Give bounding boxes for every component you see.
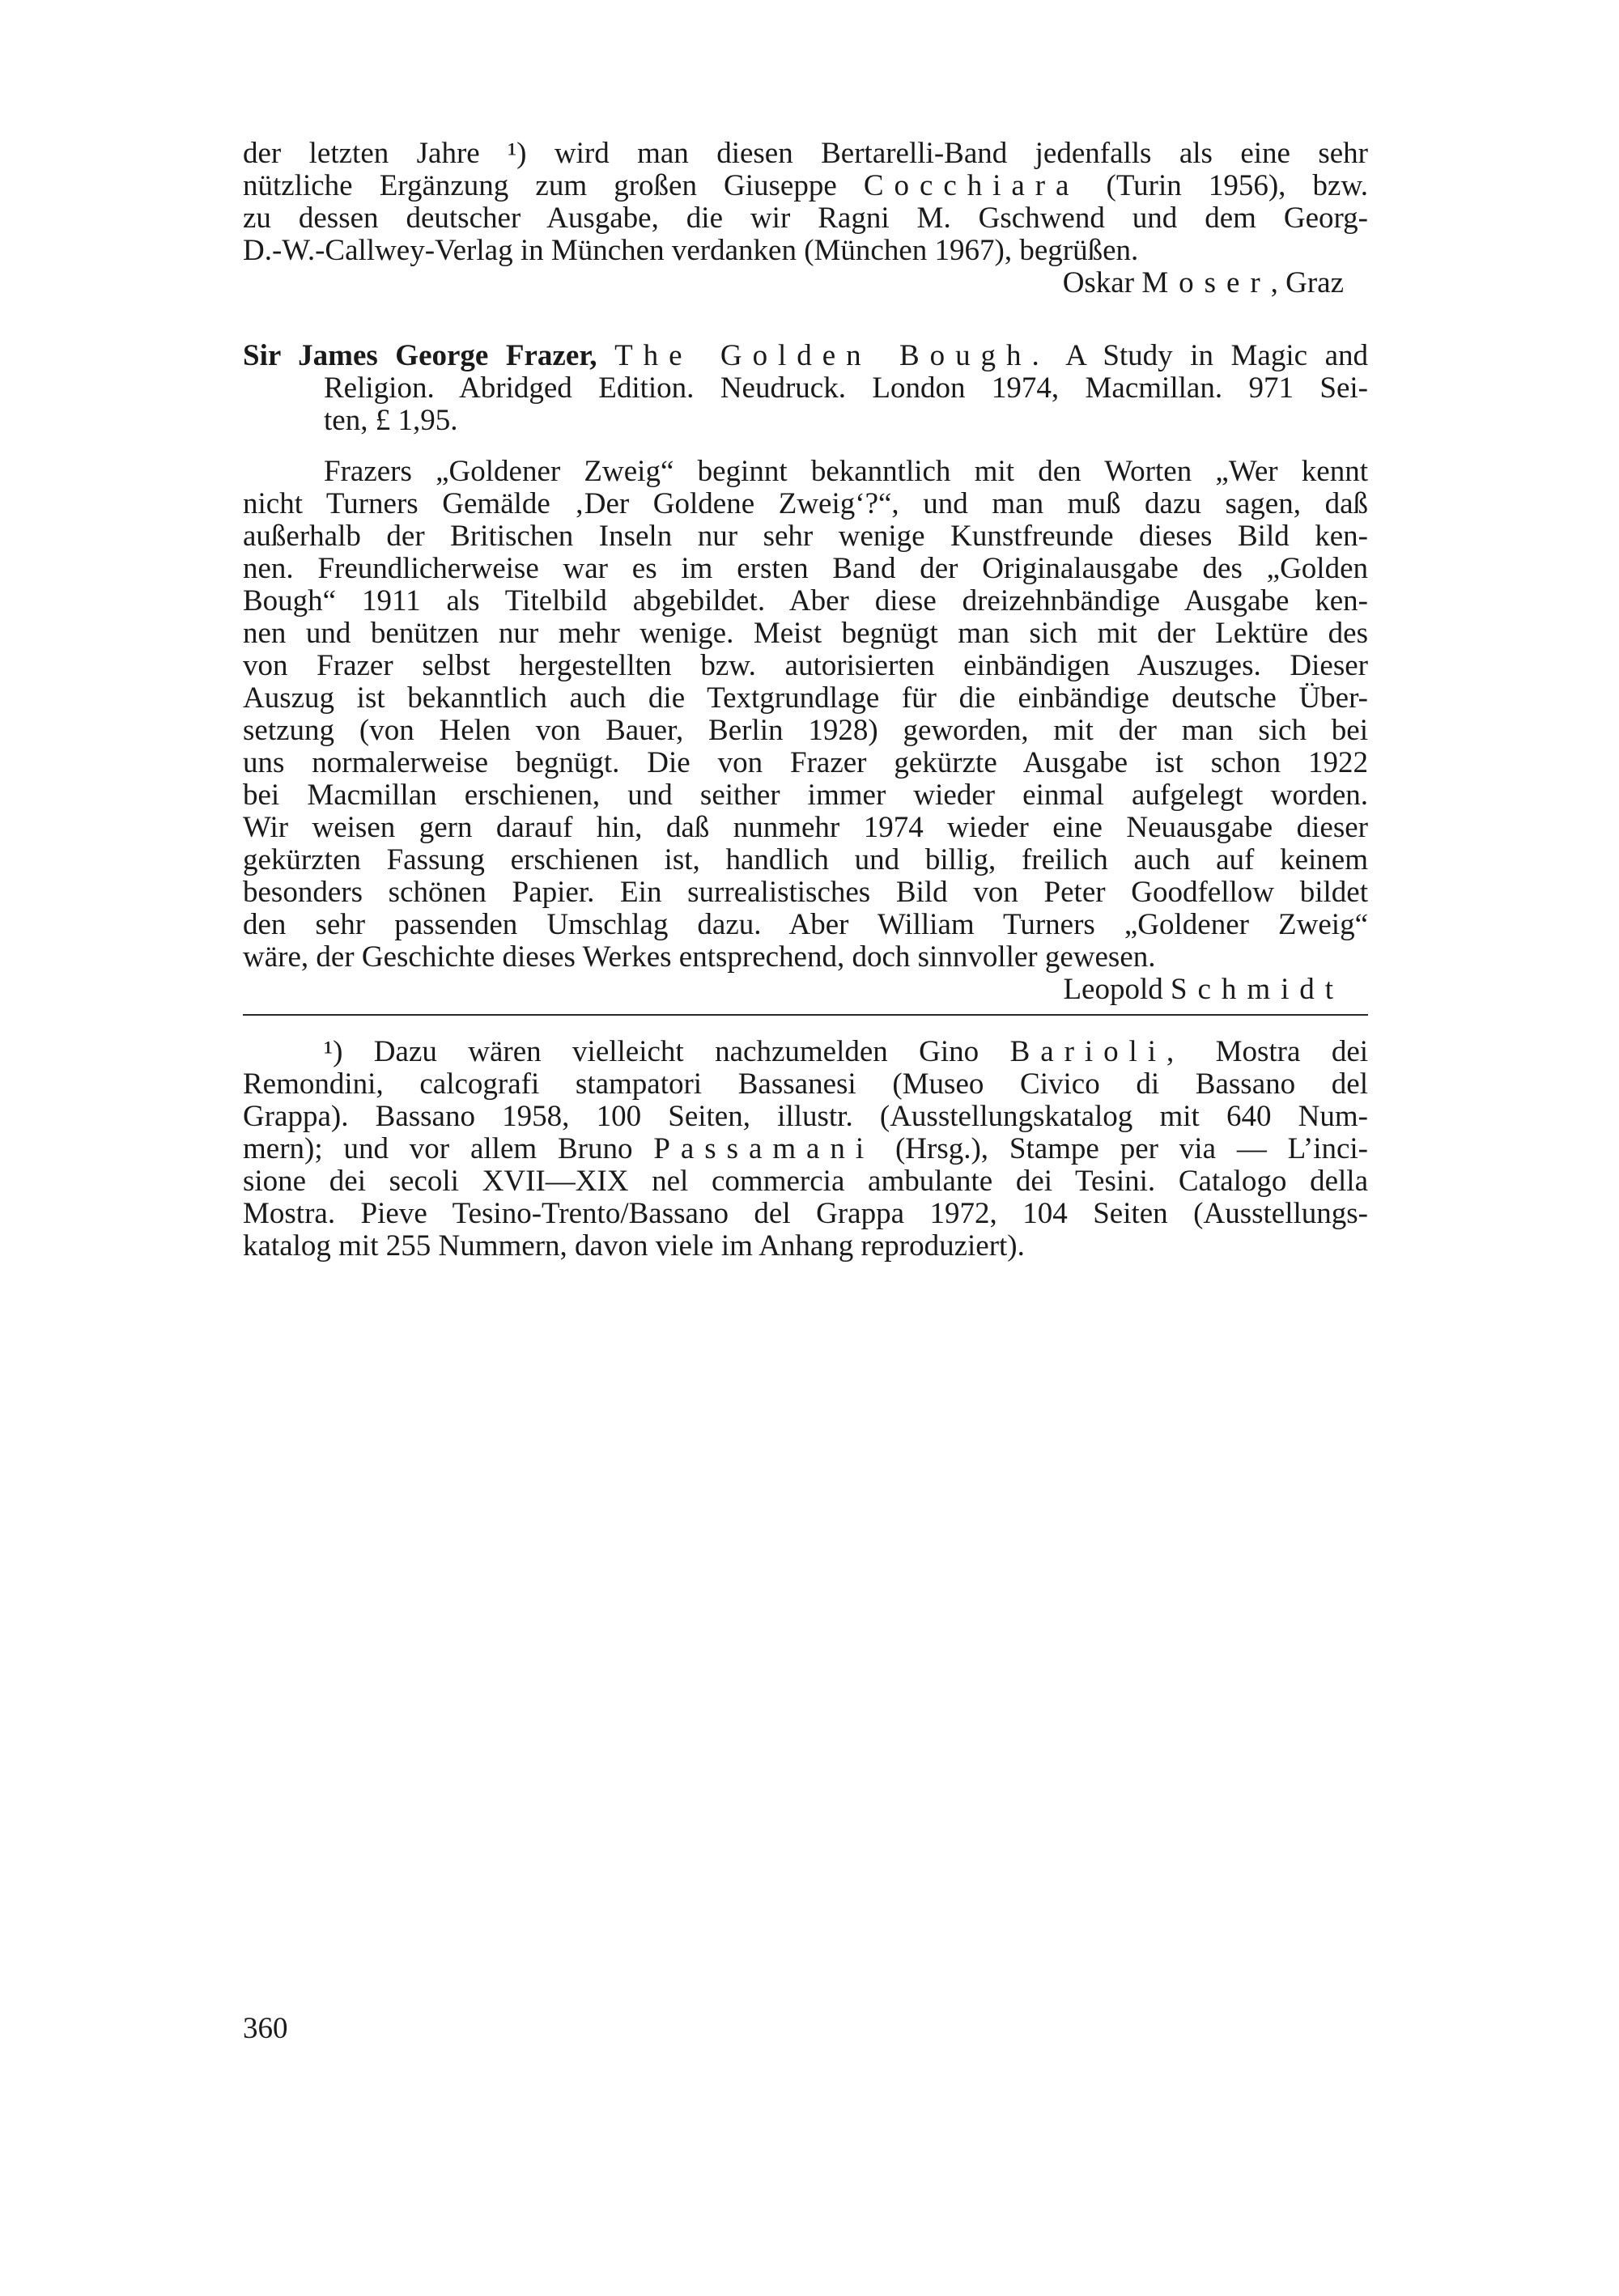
footnote-line: Mostra. Pieve Tesino-Trento/Bassano del Grappa 1972, 104 Seiten (Ausstellungs-	[243, 1197, 1368, 1230]
footnote-rule	[243, 1014, 1368, 1016]
reviewer-signature	[243, 267, 1368, 299]
text-fragment: nützliche Ergänzung zum großen Giuseppe	[243, 169, 837, 202]
text-fragment: Mostra dei	[1215, 1035, 1369, 1068]
text-line: der letzten Jahre ¹) wird man diesen Bertarelli-Band jedenfalls als eine sehr	[243, 137, 1368, 170]
signature-place: , Graz	[1270, 266, 1344, 299]
spaced-name: Passamani	[653, 1132, 875, 1165]
text-line: den sehr passenden Umschlag dazu. Aber William Turners „Goldener Zweig“	[243, 908, 1368, 941]
footnote-line: katalog mit 255 Nummern, davon viele im Anhang reproduziert).	[243, 1229, 1025, 1263]
text-fragment: (Hrsg.), Stampe per via — L’inci-	[894, 1132, 1368, 1165]
heading-line	[243, 340, 1368, 372]
text-line: Frazers „Goldener Zweig“ beginnt bekanntlich mit den Worten „Wer kennt	[324, 455, 1368, 488]
text-line: nicht Turners Gemälde ‚Der Goldene Zweig‘?“, und man muß dazu sagen, daß	[243, 487, 1368, 520]
footnote-line	[243, 1036, 1368, 1068]
signature-last-name: Schmidt	[1171, 973, 1344, 1006]
review-frazer-body	[243, 456, 1368, 1006]
text-line: besonders schönen Papier. Ein surrealistisches Bild von Peter Goodfellow bildet	[243, 876, 1368, 909]
footnote	[243, 1036, 1368, 1263]
text-line: uns normalerweise begnügt. Die von Frazer gekürzte Ausgabe ist schon 1922	[243, 746, 1368, 779]
signature-last-name: Moser	[1141, 266, 1271, 299]
text-fragment: ¹) Dazu wären vielleicht nachzumelden Gino	[324, 1035, 979, 1068]
footnote-line: sione dei secoli XVII—XIX nel commercia ambulante dei Tesini. Catalogo della	[243, 1165, 1368, 1198]
text-line: nen. Freundlicherweise war es im ersten Band der Originalausgabe des „Golden	[243, 552, 1368, 585]
text-line: von Frazer selbst hergestellten bzw. autorisierten einbändigen Auszuges. Dieser	[243, 649, 1368, 682]
footnote-line: Remondini, calcografi stampatori Bassanesi (Museo Civico di Bassano del	[243, 1067, 1368, 1101]
heading-line: Religion. Abridged Edition. Neudruck. London 1974, Macmillan. 971 Sei-	[324, 371, 1368, 405]
footnote-line: Grappa). Bassano 1958, 100 Seiten, illustr. (Ausstellungskatalog mit 640 Num-	[243, 1100, 1368, 1133]
text-line: Auszug ist bekanntlich auch die Textgrundlage für die einbändige deutsche Über-	[243, 681, 1368, 715]
text-fragment: mern); und vor allem Bruno	[243, 1132, 633, 1165]
spaced-author-name: Cocchiara	[863, 169, 1080, 202]
book-author: Sir James George Frazer,	[243, 339, 597, 372]
signature-first-name: Leopold	[1063, 973, 1163, 1006]
text-line: zu dessen deutscher Ausgabe, die wir Ragni M. Gschwend und dem Georg-	[243, 202, 1368, 235]
signature-first-name: Oskar	[1062, 266, 1135, 299]
text-line: setzung (von Helen von Bauer, Berlin 1928) geworden, mit der man sich bei	[243, 714, 1368, 747]
heading-line: ten, £ 1,95.	[324, 404, 458, 437]
text-line	[243, 170, 1368, 202]
book-title: The Golden Bough.	[614, 339, 1050, 372]
spaced-name: Barioli,	[1009, 1035, 1185, 1068]
footnote-line	[243, 1133, 1368, 1165]
text-line: bei Macmillan erschienen, und seither immer wieder einmal aufgelegt worden.	[243, 779, 1368, 812]
text-line: Bough“ 1911 als Titelbild abgebildet. Aber diese dreizehnbändige Ausgabe ken-	[243, 584, 1368, 618]
text-fragment: (Turin 1956), bzw.	[1106, 169, 1369, 202]
text-line: nen und benützen nur mehr wenige. Meist begnügt man sich mit der Lektüre des	[243, 617, 1368, 650]
text-line: gekürzten Fassung erschienen ist, handlich und billig, freilich auch auf keinem	[243, 843, 1368, 876]
reviewer-signature	[243, 974, 1368, 1006]
book-subtitle: A Study in Magic and	[1065, 339, 1368, 372]
text-line: D.-W.-Callwey-Verlag in München verdanken (München 1967), begrüßen.	[243, 234, 1139, 267]
page-number: 360	[243, 2012, 288, 2045]
text-line: außerhalb der Britischen Inseln nur sehr wenige Kunstfreunde dieses Bild ken-	[243, 520, 1368, 553]
text-line: Wir weisen gern darauf hin, daß nunmehr 1974 wieder eine Neuausgabe dieser	[243, 811, 1368, 844]
review-moser	[243, 138, 1368, 299]
text-line: wäre, der Geschichte dieses Werkes entsprechend, doch sinnvoller gewesen.	[243, 940, 1156, 974]
review-frazer-heading	[243, 340, 1368, 437]
